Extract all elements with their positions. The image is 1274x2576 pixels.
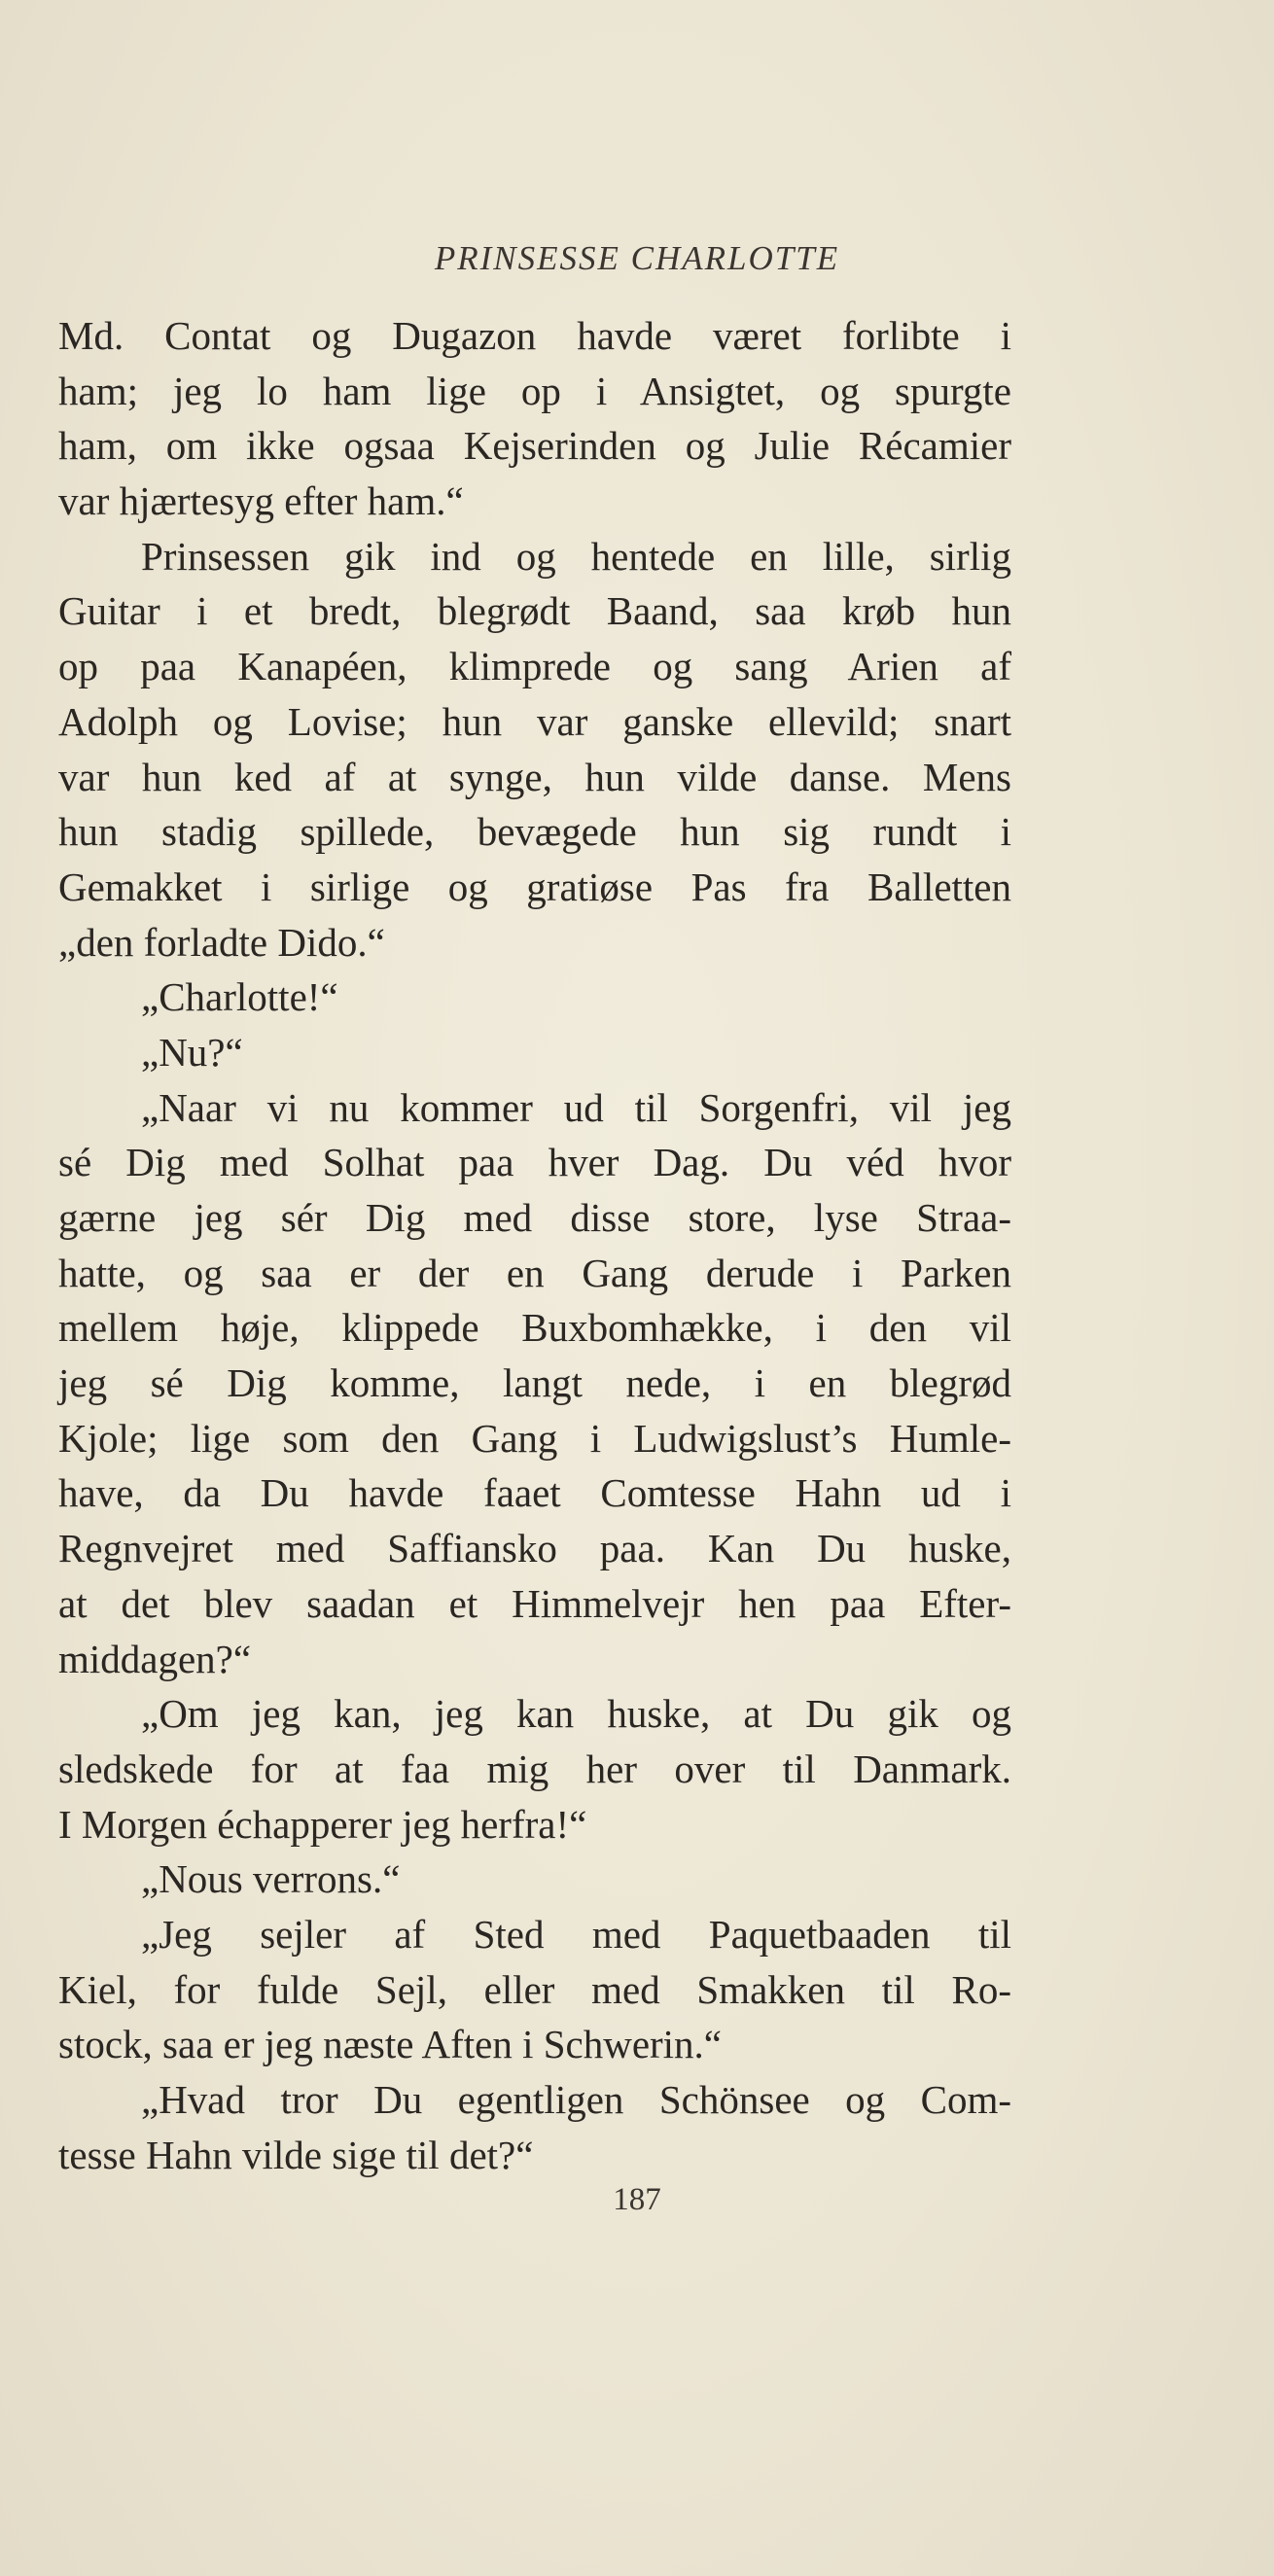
text-line: Gemakket i sirlige og gratiøse Pas fra Balletten bbox=[58, 864, 1011, 909]
text-line: jeg sé Dig komme, langt nede, i en blegrød bbox=[58, 1360, 1011, 1406]
text-line: op paa Kanapéen, klimprede og sang Arien af bbox=[58, 644, 1011, 689]
text-line: Guitar i et bredt, blegrødt Baand, saa krøb hun bbox=[58, 588, 1011, 634]
text-line: „Naar vi nu kommer ud til Sorgenfri, vil jeg bbox=[141, 1084, 1011, 1130]
text-line: „den forladte Dido.“ bbox=[58, 919, 385, 965]
running-head: PRINSESSE CHARLOTTE bbox=[434, 239, 840, 277]
text-line: „Hvad tror Du egentligen Schönsee og Com- bbox=[141, 2077, 1011, 2122]
body-text bbox=[58, 308, 1011, 2182]
text-line: ham, om ikke ogsaa Kejserinden og Julie Récamier bbox=[58, 423, 1011, 469]
text-line: „Nu?“ bbox=[141, 1029, 243, 1075]
text-line: mellem høje, klippede Buxbomhække, i den vil bbox=[58, 1305, 1011, 1351]
text-line: gærne jeg sér Dig med disse store, lyse Straa- bbox=[58, 1195, 1011, 1240]
text-line: Prinsessen gik ind og hentede en lille, sirlig bbox=[141, 533, 1011, 579]
text-line: have, da Du havde faaet Comtesse Hahn ud i bbox=[58, 1470, 1011, 1516]
text-line: Kjole; lige som den Gang i Ludwigslust’s Humle- bbox=[58, 1415, 1011, 1461]
text-line: var hun ked af at synge, hun vilde danse. Mens bbox=[58, 754, 1011, 799]
text-line: „Jeg sejler af Sted med Paquetbaaden til bbox=[141, 1911, 1011, 1957]
text-line: sé Dig med Solhat paa hver Dag. Du véd hvor bbox=[58, 1140, 1011, 1185]
text-line: „Om jeg kan, jeg kan huske, at Du gik og bbox=[141, 1691, 1011, 1737]
text-line: tesse Hahn vilde sige til det?“ bbox=[58, 2132, 534, 2177]
text-line: „Charlotte!“ bbox=[141, 974, 338, 1020]
text-line: Adolph og Lovise; hun var ganske ellevild; snart bbox=[58, 698, 1011, 744]
text-line: var hjærtesyg efter ham.“ bbox=[58, 478, 464, 524]
text-line: hatte, og saa er der en Gang derude i Parken bbox=[58, 1250, 1011, 1295]
text-line: Kiel, for fulde Sejl, eller med Smakken til Ro- bbox=[58, 1966, 1011, 2012]
text-line: Md. Contat og Dugazon havde været forlibte i bbox=[58, 313, 1011, 358]
text-line: sledskede for at faa mig her over til Danmark. bbox=[58, 1746, 1011, 1791]
text-line: Regnvejret med Saffiansko paa. Kan Du huske, bbox=[58, 1526, 1011, 1571]
page-number: 187 bbox=[613, 2182, 661, 2217]
text-line: ham; jeg lo ham lige op i Ansigtet, og spurgte bbox=[58, 368, 1011, 413]
text-line: stock, saa er jeg næste Aften i Schwerin.“ bbox=[58, 2022, 723, 2067]
text-line: I Morgen échapperer jeg herfra!“ bbox=[58, 1801, 587, 1847]
text-line: „Nous verrons.“ bbox=[141, 1856, 401, 1902]
text-line: hun stadig spillede, bevægede hun sig rundt i bbox=[58, 809, 1011, 855]
text-line: middagen?“ bbox=[58, 1636, 252, 1681]
text-line: at det blev saadan et Himmelvejr hen paa Efter- bbox=[58, 1580, 1011, 1626]
